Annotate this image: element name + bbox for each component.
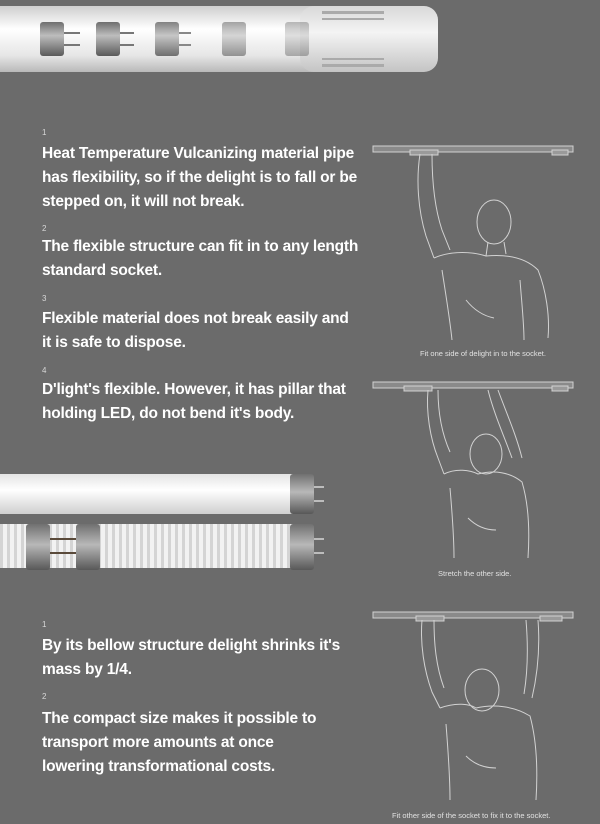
feature-text: Heat Temperature Vulcanizing material pipe has flexibility, so if the delight is to fall or be stepped on, it will not break.: [42, 145, 358, 210]
feature-text: D'light's flexible. However, it has pillar that holding LED, do not bend it's body.: [42, 381, 346, 422]
install-step-1-illustration: [370, 140, 592, 346]
bellow-tube-image: [0, 466, 335, 578]
feature-text: By its bellow structure delight shrinks it's mass by 1/4.: [42, 637, 341, 678]
feature-text: The compact size makes it possible to transport more amounts at once lowering transformational costs.: [42, 710, 317, 775]
flexible-tube-image: [0, 0, 600, 84]
item-number: 1: [42, 620, 47, 629]
item-number: 3: [42, 294, 47, 303]
install-step-2-illustration: [370, 378, 592, 568]
install-step-3-illustration: [370, 608, 592, 806]
feature-text: Flexible material does not break easily and it is safe to dispose.: [42, 310, 349, 351]
step-2-caption: Stretch the other side.: [438, 569, 512, 578]
item-number: 2: [42, 224, 47, 233]
item-number: 1: [42, 128, 47, 137]
item-number: 4: [42, 366, 47, 375]
feature-text: The flexible structure can fit in to any length standard socket.: [42, 238, 359, 279]
step-3-caption: Fit other side of the socket to fix it to the socket.: [392, 811, 551, 820]
step-1-caption: Fit one side of delight in to the socket.: [420, 349, 546, 358]
item-number: 2: [42, 692, 47, 701]
